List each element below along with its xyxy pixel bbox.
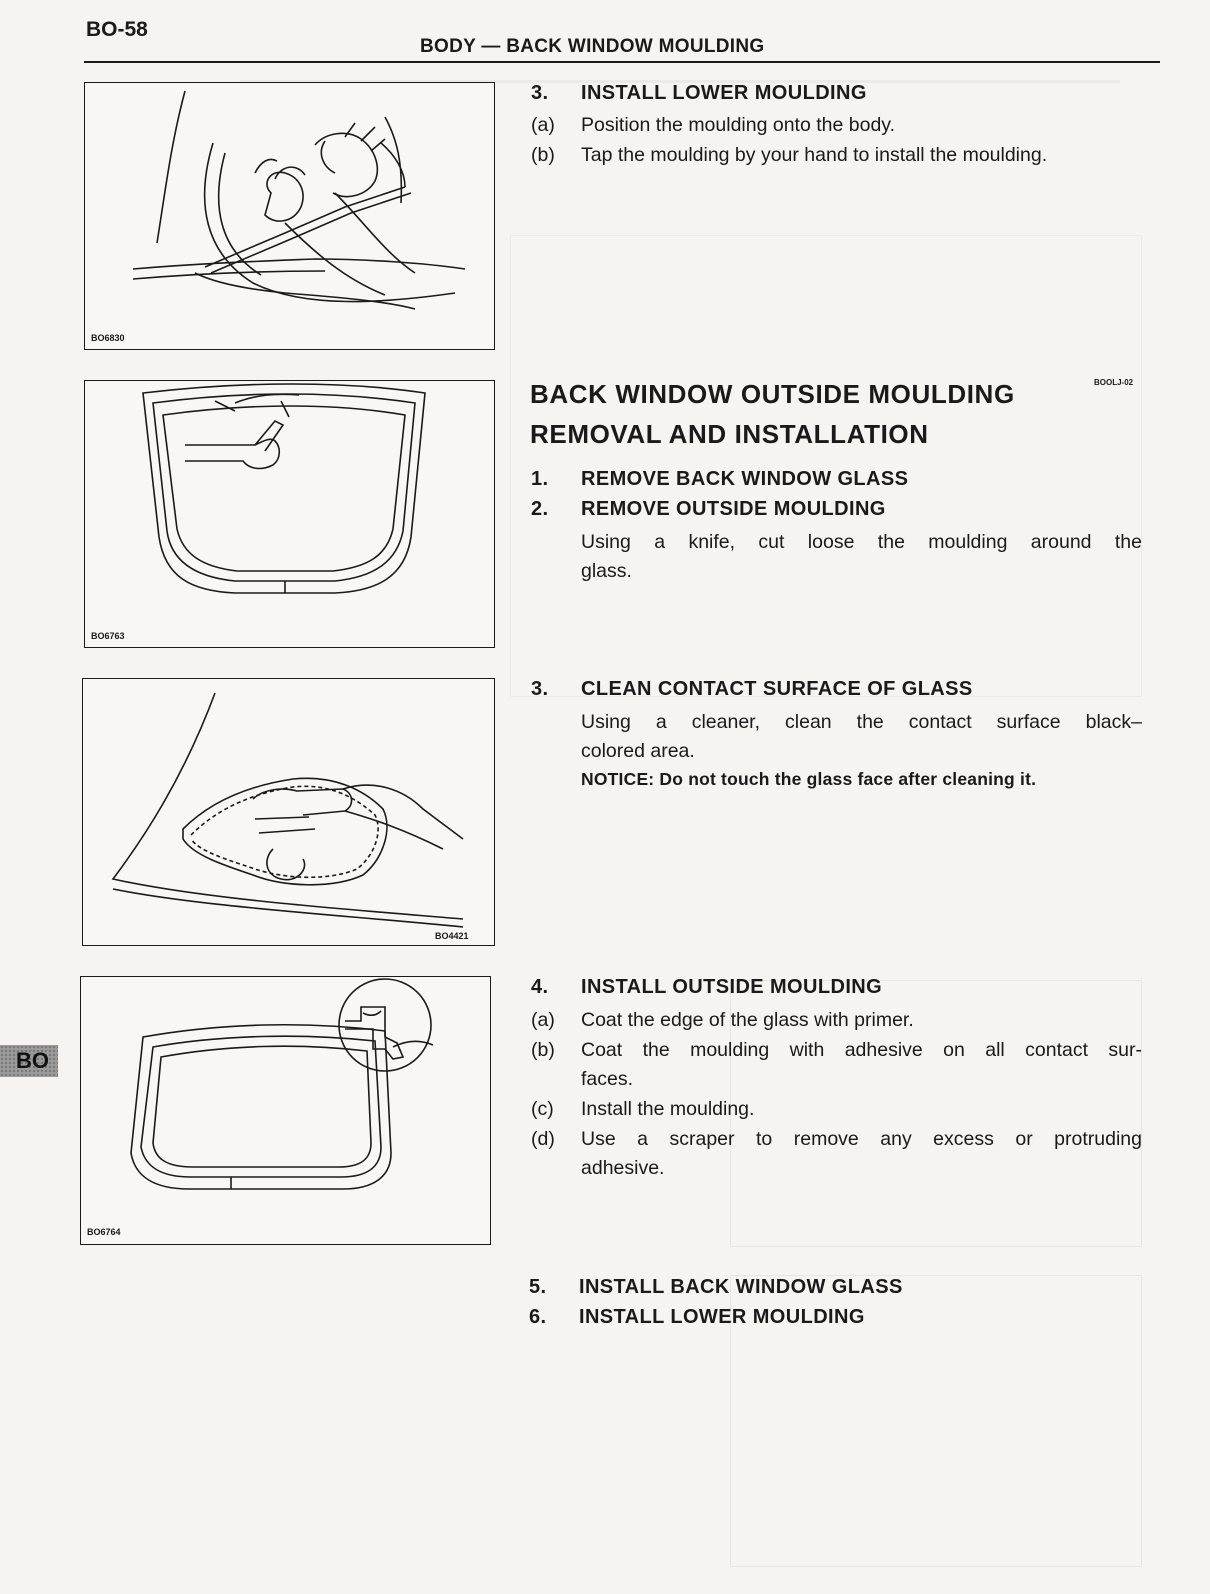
substep-line: Use a scraper to remove any excess or protruding [581,1128,1142,1150]
bleed-through-box [510,235,1142,697]
figure-clean-contact-surface [82,678,495,946]
step-number: 1. [531,468,549,490]
substep-text: Install the moulding. [581,1098,755,1120]
substep-b [531,1036,1142,1096]
instruction-line: Using a knife, cut loose the moulding around the [581,531,1142,553]
header-rule [84,61,1160,63]
step-label: REMOVE BACK WINDOW GLASS [581,468,909,490]
substep-line: faces. [581,1068,634,1090]
substep-text [581,1036,1142,1094]
step-number: 4. [531,976,549,998]
instruction-line: colored area. [581,740,695,762]
figure-code: BO4421 [435,931,469,941]
substep-marker: (b) [531,1039,555,1061]
step-remove-back-window-glass [531,468,1131,496]
step-install-back-window-glass [529,1276,1129,1304]
substep-marker: (a) [531,1009,555,1031]
notice-text: NOTICE: Do not touch the glass face after cleaning it. [581,769,1037,789]
instruction-line: Using a cleaner, clean the contact surface black– [581,711,1142,733]
substep-marker: (c) [531,1098,554,1120]
figure-code: BO6830 [91,333,125,343]
substep-b [531,141,1146,171]
step-label: CLEAN CONTACT SURFACE OF GLASS [581,678,973,700]
substep-a [531,1006,1142,1036]
instruction-line: glass. [581,560,632,582]
step-label: INSTALL LOWER MOULDING [581,82,867,104]
section-title-line-1: BACK WINDOW OUTSIDE MOULDING [530,379,1015,409]
substep-marker: (a) [531,114,555,136]
section-side-tab [0,1045,58,1077]
step-label: INSTALL LOWER MOULDING [579,1306,865,1328]
moulding-section-detail-illustration [81,977,489,1243]
side-tab-label: BO [16,1048,49,1073]
substep-text: Coat the edge of the glass with primer. [581,1009,914,1031]
step-install-outside-moulding [531,976,1131,1004]
step-clean-contact-surface [531,678,1131,706]
section-title [530,374,1090,454]
step-number: 6. [529,1306,547,1328]
step-number: 5. [529,1276,547,1298]
figure-code: BO6763 [91,631,125,641]
section-title-line-2: REMOVAL AND INSTALLATION [530,419,929,449]
running-head: BODY — BACK WINDOW MOULDING [420,36,765,57]
step-number: 2. [531,498,549,520]
substep-text [581,1125,1142,1183]
substep-a [531,111,1146,141]
hands-pressing-moulding-illustration [85,83,493,348]
substep-marker: (d) [531,1128,555,1150]
cloth-cleaning-glass-illustration [83,679,493,944]
substep-c [531,1095,1142,1125]
instruction-text [581,708,1142,766]
substep-line: adhesive. [581,1157,665,1179]
step-remove-outside-moulding [531,498,1131,526]
section-code: BOOLJ-02 [1094,378,1134,387]
step-number: 3. [531,82,549,104]
figure-install-outside-moulding [80,976,491,1245]
figure-install-lower-moulding [84,82,495,350]
instruction-text [581,528,1142,586]
step-install-lower-moulding-final [529,1306,1129,1334]
figure-remove-outside-moulding [84,380,495,648]
knife-cutting-moulding-illustration [85,381,493,646]
step-label: INSTALL BACK WINDOW GLASS [579,1276,903,1298]
page-number: BO-58 [86,18,148,41]
substep-d [531,1125,1142,1185]
step-label: REMOVE OUTSIDE MOULDING [581,498,886,520]
figure-code: BO6764 [87,1227,121,1237]
step-number: 3. [531,678,549,700]
step-install-lower-moulding [531,82,1131,110]
substep-text: Position the moulding onto the body. [581,114,896,136]
substep-marker: (b) [531,144,555,166]
substep-text: Tap the moulding by your hand to install the moulding. [581,144,1048,166]
step-label: INSTALL OUTSIDE MOULDING [581,976,883,998]
substep-line: Coat the moulding with adhesive on all contact sur- [581,1039,1142,1061]
